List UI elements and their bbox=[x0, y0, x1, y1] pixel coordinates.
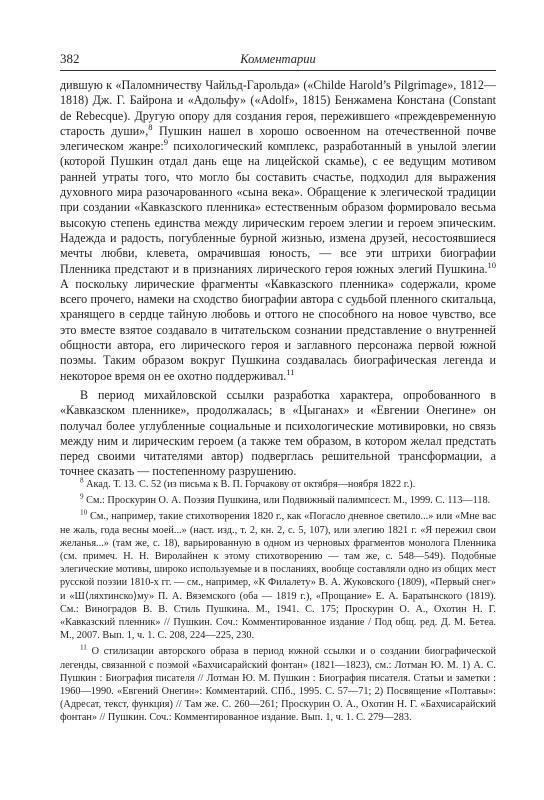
paragraph-2: В период михайловской ссылки разработка характера, опробованного в «Кавказском пленнике», продолжалась; в «Цыганах» и «Евгении Онегине» он получал более углубленные социальные и психологические мотивировки, но связь между ним и лирическим героем (а также тем образом, в котором желал предстать перед своими читателями автор) подверглась решительной трансформации, а точнее сказать — постепенному разрушению. bbox=[60, 387, 496, 479]
running-head: Комментарии bbox=[240, 52, 316, 66]
footnote-ref-11: 11 bbox=[286, 366, 295, 377]
header-rule bbox=[60, 70, 496, 71]
footnote-number: 11 bbox=[80, 644, 87, 653]
footnote-8 bbox=[60, 478, 496, 491]
paragraph-1 bbox=[60, 78, 496, 384]
paragraph-1-part-c: психологический комплекс, разработанный в унылой элегии (которой Пушкин отдал дань еще на лицейской скамье), с ее ведущим мотивом ранней утраты того, что могло бы составить счастье, подходил для выражения духовного мира разочарованного «сына века». Обращение к элегической традиции при создании «Кавказского пленника» естественным образом формировало весьма высокую степень единства между лирическим героем элегии и героем эпическим. Надежда и радость, погубленные бурной жизнью, измена друзей, несостоявшиеся мечты любви, клевета, омрачившая юность, — все эти штрихи биографии Пленника предстают и в признаниях лирического героя южных элегий Пушкина. bbox=[60, 139, 496, 276]
footnote-ref-9: 9 bbox=[163, 137, 169, 148]
footnote-number: 9 bbox=[80, 492, 84, 501]
footnote-10 bbox=[60, 510, 496, 642]
main-text bbox=[60, 78, 496, 480]
paragraph-1-part-b: Пушкин нашел в хорошо освоенном на отечественной почве элегическом жанре: bbox=[60, 123, 496, 154]
footnote-text: О стилизации авторского образа в период южной ссылки и о создании биографической легенды, связанной с поэмой «Бахчисарайский фонтан» (1821—1823), см.: Лотман Ю. М. 1) А. С. Пушкин : Биография писателя // Лотман Ю. М. Пушкин : Биография писателя. Статьи и заметки : 1960—1990. «Евгений Онегин»: Комментарий. СПб., 1995. С. 57—71; 2) Посвящение «Полтавы»: (Адресат, текст, функция) // Там же. С. 260—261; Проскурин О. А., Охотин Н. Г. «Бахчисарайский фонтан» // Пушкин. Соч.: Комментированное издание. Вып. 1, ч. 1. С. 279—283. bbox=[60, 646, 496, 724]
footnote-number: 8 bbox=[80, 476, 84, 485]
footnote-number: 10 bbox=[80, 509, 88, 517]
page-number: 382 bbox=[60, 51, 80, 66]
paragraph-1-part-d: А поскольку лирические фрагменты «Кавказского пленника» содержали, кроме всего прочего, намеки на сходство биографии автора с судьбой пленного скитальца, хранящего в сердце тайную любовь и оттого не способного на новое чувство, все это вместе взятое создавало в читательском сознании представление о внутренней общности автора, его лирического героя и заглавного персонажа первой южной поэмы. Таким образом вокруг Пушкина создавалась биографическая легенда и некоторое время он ее охотно поддерживал. bbox=[60, 276, 496, 383]
footnote-9 bbox=[60, 494, 496, 507]
footnote-text: Акад. Т. 13. С. 52 (из письма к В. П. Горчакову от октября—ноября 1822 г.). bbox=[83, 479, 416, 490]
footnote-ref-10: 10 bbox=[487, 259, 496, 270]
footnote-11 bbox=[60, 645, 496, 724]
footnote-ref-8: 8 bbox=[148, 121, 153, 132]
footnote-text: См.: Проскурин О. А. Поэзия Пушкина, или Подвижный палимпсест. М., 1999. С. 113—118. bbox=[83, 495, 491, 507]
footnotes bbox=[60, 478, 496, 728]
footnote-text: См., например, такие стихотворения 1820 г., как «Погасло дневное светило...» или «Мне вас не жаль, года весны моей...» (наст. изд., т. 2, кн. 2, с. 5, 107), или элегию 1821 г. «Я пережил свои желанья...» (там же, с. 18), варьированную в одном из черновых фрагментов монолога Пленника (см. примеч. Н. Н. Виролайнен к этому стихотворению — там же, с. 548—549). Подобные элегические мотивы, широко используемые и в посланиях, вообще составляли одно из общих мест русской поэзии 1810-х гг. — см., например, «К Филалету» В. А. Жуковского (1809), «Первый снег» и «Ш⟨ляхтинско⟩му» П. А. Вяземского (оба — 1819 г.), «Прощание» Е. А. Баратынского (1819). См.: Виноградов В. В. Стиль Пушкина. М., 1941. С. 175; Проскурин О. А., Охотин Н. Г. «Кавказский пленник» // Пушкин. Соч.: Комментированное издание / Под общ. ред. Д. М. Бетеа. М., 2007. Вып. 1, ч. 1. С. 208, 224—225, 230. bbox=[60, 511, 496, 642]
page-header bbox=[60, 51, 496, 67]
paragraph-1-part-a: дившую к «Паломничеству Чайльд-Гарольда» («Childe Harold’s Pilgrimage», 1812—1818) Дж. Г. Байрона и «Адольфу» («Adolf», 1815) Бенжамена Констана (Constant de Rebecque). Другую опору для создания героя, пережившего «преждевременную старость души», bbox=[60, 78, 496, 138]
